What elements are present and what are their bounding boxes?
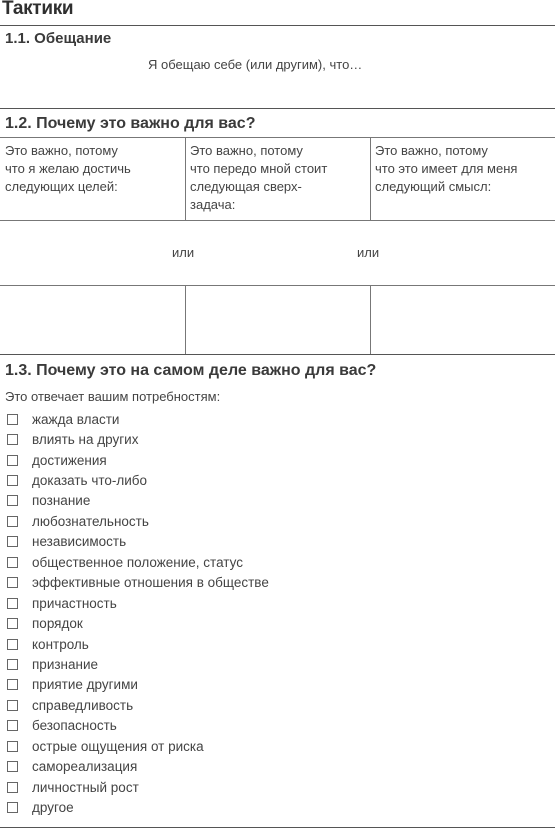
list-item[interactable]: жажда власти: [7, 409, 269, 429]
section-heading-why: 1.2. Почему это важно для вас?: [5, 115, 256, 132]
checkbox[interactable]: [7, 516, 18, 527]
reason-cell-meaning: Это важно, потому что это имеет для меня следующий смысл:: [375, 143, 518, 194]
promise-text: Я обещаю себе (или другим), что…: [148, 57, 363, 72]
list-item[interactable]: любознательность: [7, 511, 269, 531]
list-item[interactable]: другое: [7, 797, 269, 817]
checkbox[interactable]: [7, 414, 18, 425]
list-item[interactable]: общественное положение, статус: [7, 552, 269, 572]
checkbox[interactable]: [7, 557, 18, 568]
list-item[interactable]: контроль: [7, 634, 269, 654]
checkbox[interactable]: [7, 700, 18, 711]
table-rule: [0, 285, 555, 286]
checkbox[interactable]: [7, 536, 18, 547]
section-rule: [0, 354, 555, 355]
table-divider: [370, 285, 371, 354]
needs-checklist: [7, 409, 269, 818]
checkbox[interactable]: [7, 475, 18, 486]
table-divider: [185, 285, 186, 354]
table-rule: [0, 220, 555, 221]
list-item[interactable]: порядок: [7, 613, 269, 633]
checkbox[interactable]: [7, 679, 18, 690]
table-divider: [370, 137, 371, 220]
list-item[interactable]: эффективные отношения в обществе: [7, 573, 269, 593]
list-item[interactable]: справедливость: [7, 695, 269, 715]
list-item[interactable]: безопасность: [7, 716, 269, 736]
page-title: Тактики: [2, 0, 74, 19]
checkbox[interactable]: [7, 659, 18, 670]
list-item[interactable]: признание: [7, 654, 269, 674]
checkbox[interactable]: [7, 782, 18, 793]
or-label: или: [357, 245, 380, 260]
title-rule: [0, 25, 555, 26]
reason-cell-task: Это важно, потому что передо мной стоит следующая сверх- задача:: [190, 143, 328, 212]
checkbox[interactable]: [7, 802, 18, 813]
list-item[interactable]: самореализация: [7, 756, 269, 776]
section-heading-real-why: 1.3. Почему это на самом деле важно для вас?: [5, 362, 377, 379]
or-label: или: [172, 245, 195, 260]
checkbox[interactable]: [7, 455, 18, 466]
checkbox[interactable]: [7, 577, 18, 588]
list-item[interactable]: причастность: [7, 593, 269, 613]
list-item[interactable]: достижения: [7, 450, 269, 470]
checkbox[interactable]: [7, 495, 18, 506]
list-item[interactable]: познание: [7, 491, 269, 511]
bottom-rule: [0, 827, 555, 828]
checkbox[interactable]: [7, 434, 18, 445]
list-item[interactable]: независимость: [7, 532, 269, 552]
needs-intro: Это отвечает вашим потребностям:: [5, 389, 221, 404]
section-heading-promise: 1.1. Обещание: [5, 30, 112, 47]
list-item[interactable]: приятие другими: [7, 675, 269, 695]
list-item[interactable]: личностный рост: [7, 777, 269, 797]
checkbox[interactable]: [7, 639, 18, 650]
checkbox[interactable]: [7, 618, 18, 629]
list-item[interactable]: острые ощущения от риска: [7, 736, 269, 756]
checkbox[interactable]: [7, 720, 18, 731]
checkbox[interactable]: [7, 761, 18, 772]
table-top-rule: [0, 137, 555, 138]
table-divider: [185, 137, 186, 220]
checkbox[interactable]: [7, 598, 18, 609]
list-item[interactable]: влиять на других: [7, 429, 269, 449]
section-rule: [0, 108, 555, 109]
list-item[interactable]: доказать что-либо: [7, 470, 269, 490]
reason-cell-goals: Это важно, потому что я желаю достичь следующих целей:: [5, 143, 131, 194]
checkbox[interactable]: [7, 741, 18, 752]
